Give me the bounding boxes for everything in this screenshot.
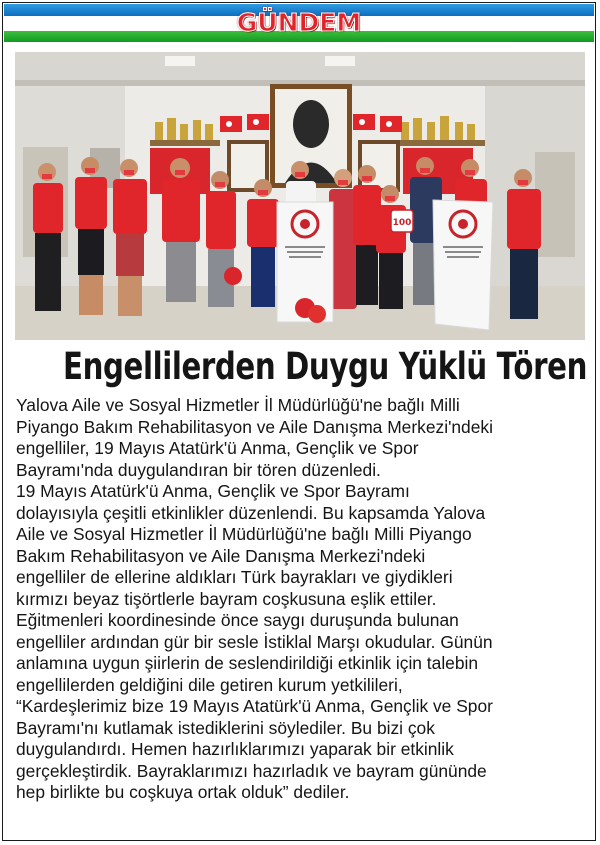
article-line: engelliler, 19 Mayıs Atatürk'ü Anma, Gençlik ve Spor [16, 438, 419, 458]
article-line: 19 Mayıs Atatürk'ü Anma, Gençlik ve Spor Bayramı [16, 481, 410, 501]
article-headline: Engellilerden Duygu Yüklü Tören [63, 345, 587, 388]
article-photo [15, 52, 585, 340]
article-line: anlamına uygun şiirlerin de seslendirildiği etkinlik için talebin [16, 653, 479, 673]
article-line: Aile ve Sosyal Hizmetler İl Müdürlüğü'ne bağlı Milli Piyango [16, 524, 472, 544]
article-line: “Kardeşlerimiz bize 19 Mayıs Atatürk'ü Anma, Gençlik ve Spor [16, 696, 493, 716]
article-line: engellilerden geldiğini dile getiren kurum yetkilileri, [16, 674, 403, 695]
article-line: engelliler ardından gür bir sesle İstiklal Marşı okudular. Günün [16, 631, 493, 652]
article-line: Eğitmenleri koordinesinde önce saygı duruşunda bulunan [16, 610, 459, 630]
article-line: Piyango Bakım Rehabilitasyon ve Aile Danışma Merkezi'ndeki [16, 416, 493, 437]
article-line: gerçekleştirdik. Bayraklarımızı hazırladık ve bayram gününde [16, 760, 487, 781]
badge-100-text: 100 [392, 218, 412, 228]
article-line: Yalova Aile ve Sosyal Hizmetler İl Müdürlüğü'ne bağlı Milli [16, 395, 460, 415]
banner-right [433, 200, 493, 330]
article-line: Bakım Rehabilitasyon ve Aile Danışma Merkezi'ndeki [16, 545, 426, 566]
article-line: dolayısıyla çeşitli etkinlikler düzenlendi. Bu kapsamda Yalova [16, 502, 486, 523]
article-line: Bayramı'nda duygulandıran bir tören düzenledi. [16, 459, 381, 480]
article-line: duygulandırdı. Hemen hazırlıklarımızı yaparak bir etkinlik [16, 739, 454, 759]
article-body [16, 395, 592, 804]
section-masthead [4, 4, 594, 42]
article-line: kırmızı beyaz tişörtlerle bayram coşkusuna eşlik ettiler. [16, 588, 437, 609]
section-title: GÜNDEM [236, 8, 362, 37]
article-line: engelliler de ellerine aldıkları Türk bayrakları ve giydikleri [16, 567, 453, 587]
article-line: Bayramı'nı kutlamak istediklerini söylediler. Bu bizi çok [16, 717, 435, 738]
group-photo-illustration [15, 52, 585, 340]
article-line: hep birlikte bu coşkuya ortak olduk” dediler. [16, 782, 350, 802]
